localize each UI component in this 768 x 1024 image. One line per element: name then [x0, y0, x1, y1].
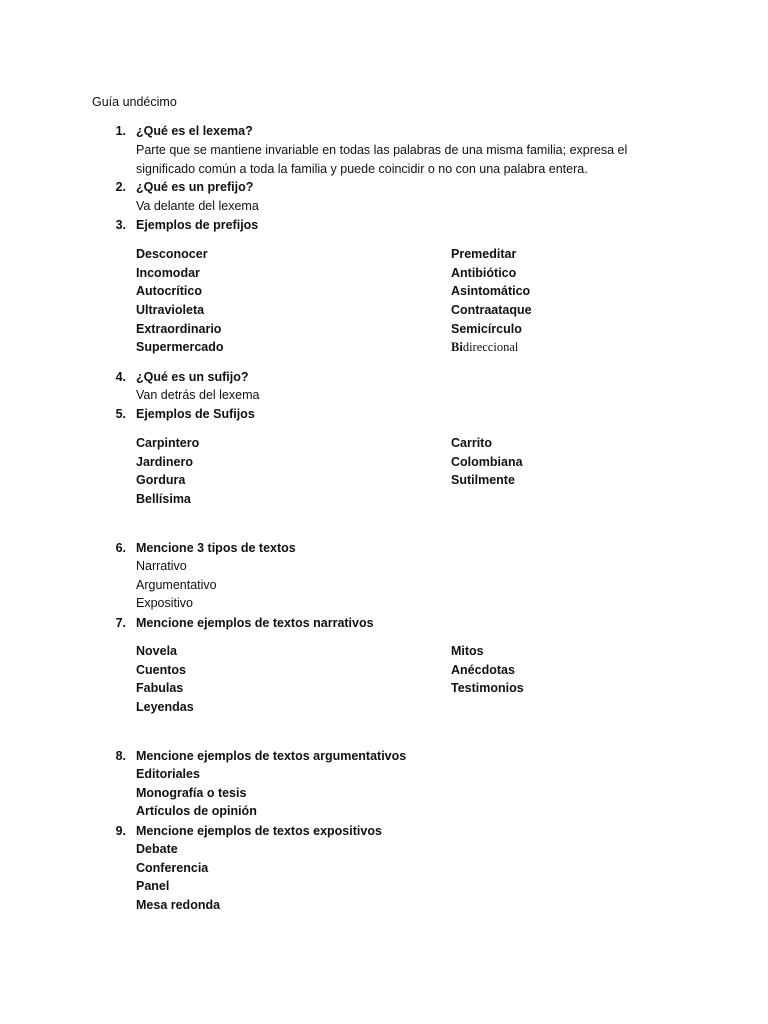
question-text: Ejemplos de prefijos	[136, 218, 259, 232]
answer-1: Parte que se mantiene invariable en todas las palabras de una misma familia; expresa el significado común a toda la familia y puede coincidir o no con una palabra entera.	[136, 143, 628, 176]
list-item: Autocrítico	[136, 284, 202, 299]
list-item: Desconocer	[136, 247, 208, 261]
question-text: ¿Qué es un prefijo?	[136, 180, 254, 194]
question-number: 2.	[115, 180, 126, 194]
list-item: Jardinero	[136, 454, 193, 469]
question-number: 1.	[115, 124, 126, 138]
question-text: ¿Qué es el lexema?	[136, 124, 253, 138]
question-text: ¿Qué es un sufijo?	[136, 370, 249, 384]
list-item: Debate	[136, 842, 178, 856]
list-item: Argumentativo	[136, 577, 217, 592]
list-item: Artículos de opinión	[136, 804, 257, 819]
list-item: Contraataque	[451, 303, 532, 318]
question-text: Mencione ejemplos de textos narrativos	[136, 616, 374, 630]
narrative-examples-right	[451, 642, 524, 698]
question-text: Mencione 3 tipos de textos	[136, 541, 296, 555]
list-item: Carpintero	[136, 436, 200, 450]
question-number: 4.	[115, 370, 126, 384]
question-number: 3.	[115, 218, 126, 232]
list-item: Novela	[136, 644, 177, 658]
list-item: Expositivo	[136, 596, 193, 611]
answer-8	[136, 765, 257, 821]
list-item-bidireccional	[451, 338, 532, 357]
question-text: Mencione ejemplos de textos argumentativos	[136, 749, 407, 763]
list-item: Conferencia	[136, 860, 209, 875]
list-item: Mitos	[451, 644, 484, 658]
list-item: Editoriales	[136, 767, 200, 781]
list-item: Extraordinario	[136, 321, 222, 336]
question-number: 9.	[115, 824, 126, 838]
list-item: Panel	[136, 879, 170, 894]
prefix-examples-right	[451, 245, 532, 357]
answer-4: Van detrás del lexema	[136, 388, 260, 402]
list-item: Colombiana	[451, 454, 523, 469]
list-item: Incomodar	[136, 265, 200, 280]
suffix-examples-left	[136, 434, 199, 509]
answer-9	[136, 840, 220, 915]
answer-2: Va delante del lexema	[136, 199, 259, 213]
list-item: Sutilmente	[451, 473, 515, 488]
document-title: Guía undécimo	[92, 95, 177, 109]
list-item: Premeditar	[451, 247, 517, 261]
prefix-part: Bi	[451, 340, 463, 355]
question-number: 8.	[115, 749, 126, 763]
list-item: Carrito	[451, 436, 492, 450]
rest-part: direccional	[462, 340, 519, 355]
list-item: Supermercado	[136, 340, 224, 355]
list-item: Bellísima	[136, 492, 191, 507]
list-item: Monografía o tesis	[136, 785, 247, 800]
list-item: Testimonios	[451, 681, 524, 696]
question-number: 5.	[115, 407, 126, 421]
list-item: Gordura	[136, 473, 186, 488]
answer-6	[136, 557, 217, 613]
list-item: Leyendas	[136, 700, 194, 715]
list-item: Ultravioleta	[136, 303, 205, 318]
prefix-examples-left	[136, 245, 224, 357]
narrative-examples-left	[136, 642, 194, 717]
list-item: Anécdotas	[451, 662, 515, 677]
question-number: 7.	[115, 616, 126, 630]
question-text: Ejemplos de Sufijos	[136, 407, 255, 421]
question-text: Mencione ejemplos de textos expositivos	[136, 824, 382, 838]
list-item: Semicírculo	[451, 321, 522, 336]
question-number: 6.	[115, 541, 126, 555]
list-item: Cuentos	[136, 662, 186, 677]
suffix-examples-right	[451, 434, 523, 490]
list-item: Antibiótico	[451, 265, 517, 280]
list-item: Mesa redonda	[136, 898, 221, 913]
list-item: Asintomático	[451, 284, 531, 299]
list-item: Fabulas	[136, 681, 184, 696]
list-item: Narrativo	[136, 559, 187, 573]
